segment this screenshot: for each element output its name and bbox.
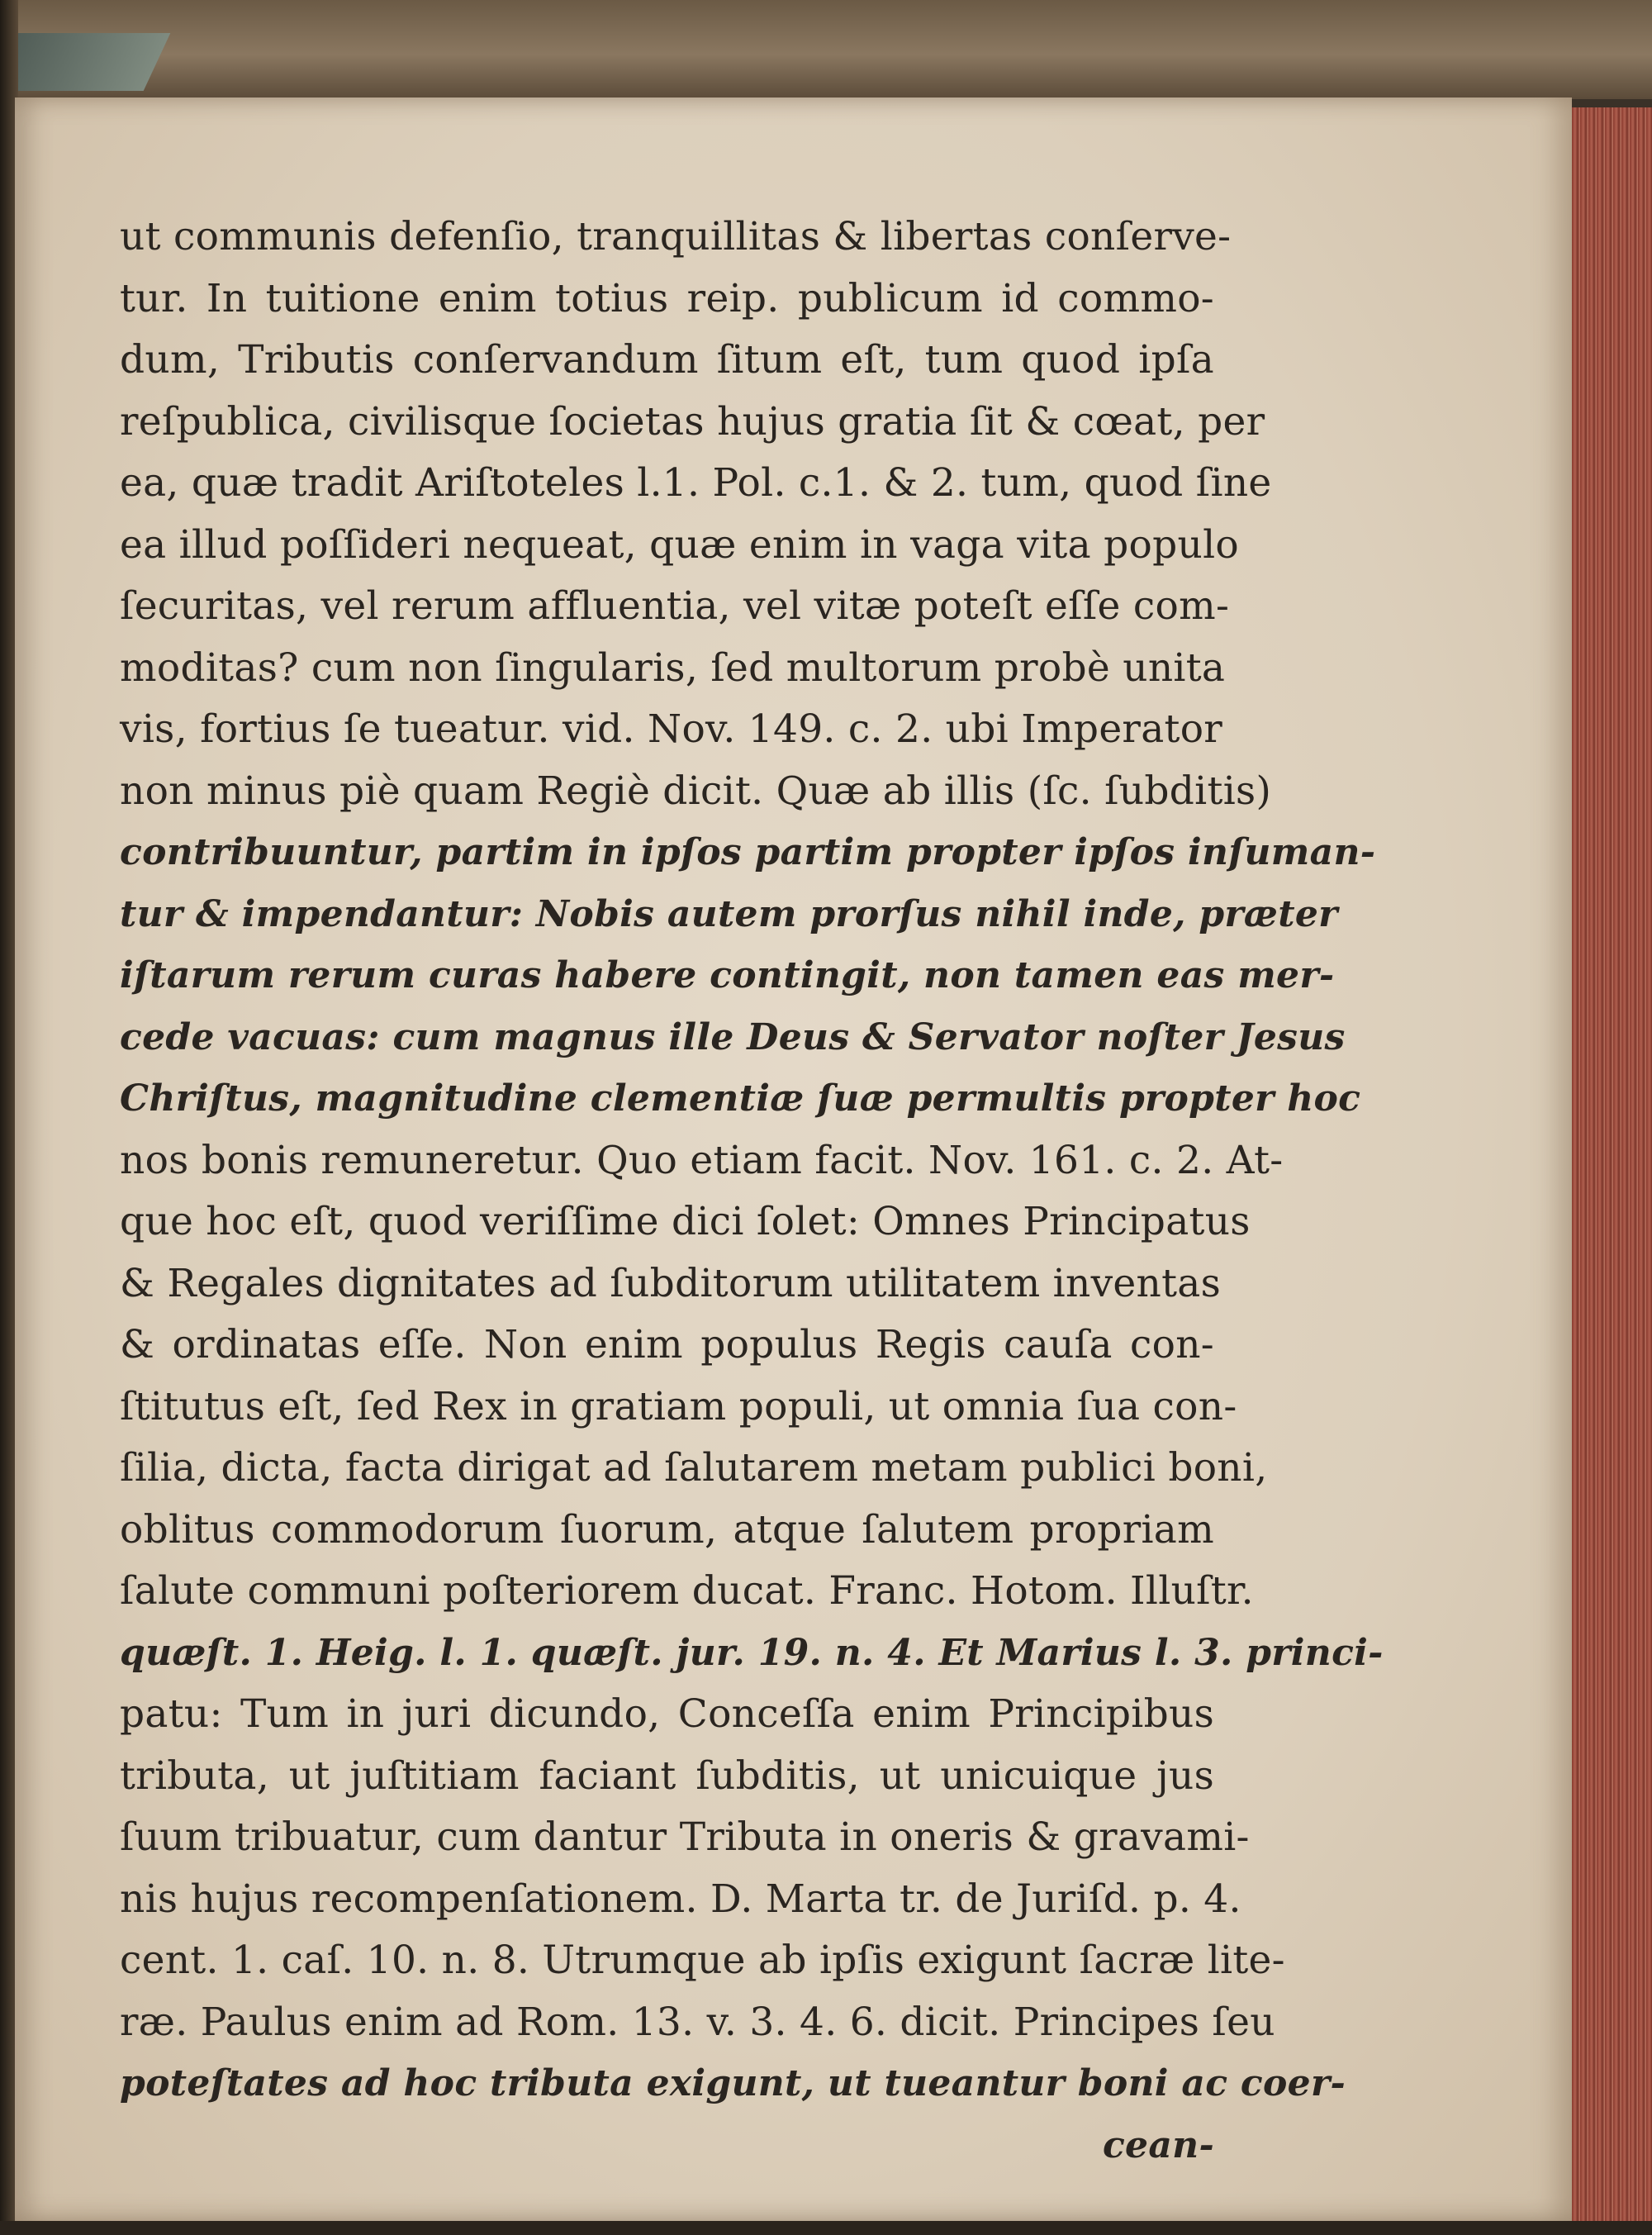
text-line: tributa, ut juſtitiam faciant ſubditis, ut unicuique jus	[120, 1752, 1214, 1799]
text-line: ſecuritas, vel rerum affluentia, vel vitæ poteſt eſſe com-	[120, 583, 1230, 629]
text-line: patu: Tum in juri dicundo, Conceſſa enim Principibus	[120, 1691, 1214, 1737]
text-line: & Regales dignitates ad ſubditorum utilitatem inventas	[120, 1260, 1222, 1306]
binding-label-patch	[0, 33, 170, 91]
text-line: ſuum tribuatur, cum dantur Tributa in oneris & gravami-	[120, 1814, 1250, 1860]
text-line-italic: Chriſtus, magnitudine clementiæ ſuæ permultis propter hoc	[120, 1077, 1361, 1120]
text-line-italic: iſtarum rerum curas habere contingit, non tamen eas mer-	[120, 954, 1335, 996]
text-line: dum, Tributis conſervandum ſitum eſt, tum quod ipſa	[120, 337, 1214, 383]
text-line-italic: quæſt. 1. Heig. l. 1. quæſt. jur. 19. n. 4. Et Marius l. 3. princi-	[120, 1631, 1384, 1674]
page-fore-edge	[1572, 107, 1652, 2223]
text-line: nis hujus recompenſationem. D. Marta tr. de Juriſd. p. 4.	[120, 1876, 1241, 1922]
text-line: ut communis defenſio, tranquillitas & libertas conſerve-	[120, 214, 1232, 259]
scan-bottom-edge	[0, 2221, 1652, 2235]
text-line: oblitus commodorum ſuorum, atque ſalutem propriam	[120, 1506, 1214, 1553]
text-line: ſilia, dicta, facta dirigat ad ſalutarem metam publici boni,	[120, 1445, 1268, 1491]
text-line: cent. 1. caſ. 10. n. 8. Utrumque ab ipſis exigunt ſacræ lite-	[120, 1938, 1285, 1983]
text-line-italic: contribuuntur, partim in ipſos partim propter ipſos inſuman-	[120, 831, 1376, 873]
text-line: non minus piè quam Regiè dicit. Quæ ab illis (ſc. ſubditis)	[120, 768, 1272, 814]
text-line: moditas? cum non ſingularis, ſed multorum probè unita	[120, 644, 1226, 691]
text-line-italic: cede vacuas: cum magnus ille Deus & Servator noſter Jesus	[120, 1015, 1346, 1058]
text-line: & ordinatas eſſe. Non enim populus Regis cauſa con-	[120, 1322, 1214, 1367]
text-line: ea illud poſſideri nequeat, quæ enim in vaga vita populo	[120, 521, 1240, 568]
text-line: vis, fortius ſe tueatur. vid. Nov. 149. c. 2. ubi Imperator	[120, 706, 1223, 752]
text-line: tur. In tuitione enim totius reip. publicum id commo-	[120, 275, 1214, 321]
text-line: ea, quæ tradit Ariſtoteles l.1. Pol. c.1. & 2. tum, quod ſine	[120, 460, 1272, 506]
catchword: cean-	[1102, 2123, 1214, 2166]
text-line-italic: tur & impendantur: Nobis autem prorſus nihil inde, præter	[120, 892, 1338, 935]
text-line: que hoc eſt, quod veriſſime dici ſolet: Omnes Principatus	[120, 1199, 1251, 1244]
text-line: nos bonis remuneretur. Quo etiam facit. Nov. 161. c. 2. At-	[120, 1137, 1284, 1183]
text-line: ſalute communi poſteriorem ducat. Franc. Hotom. Illuſtr.	[120, 1568, 1254, 1614]
text-line: ræ. Paulus enim ad Rom. 13. v. 3. 4. 6. dicit. Principes ſeu	[120, 1999, 1275, 2045]
body-text	[120, 207, 1384, 2176]
text-line-italic: poteſtates ad hoc tributa exigunt, ut tueantur boni ac coer-	[120, 2062, 1346, 2104]
book-binding-top	[0, 0, 1652, 99]
text-line: reſpublica, civilisque ſocietas hujus gratia ſit & cœat, per	[120, 398, 1265, 445]
text-line: ſtitutus eſt, ſed Rex in gratiam populi, ut omnia ſua con-	[120, 1383, 1237, 1429]
